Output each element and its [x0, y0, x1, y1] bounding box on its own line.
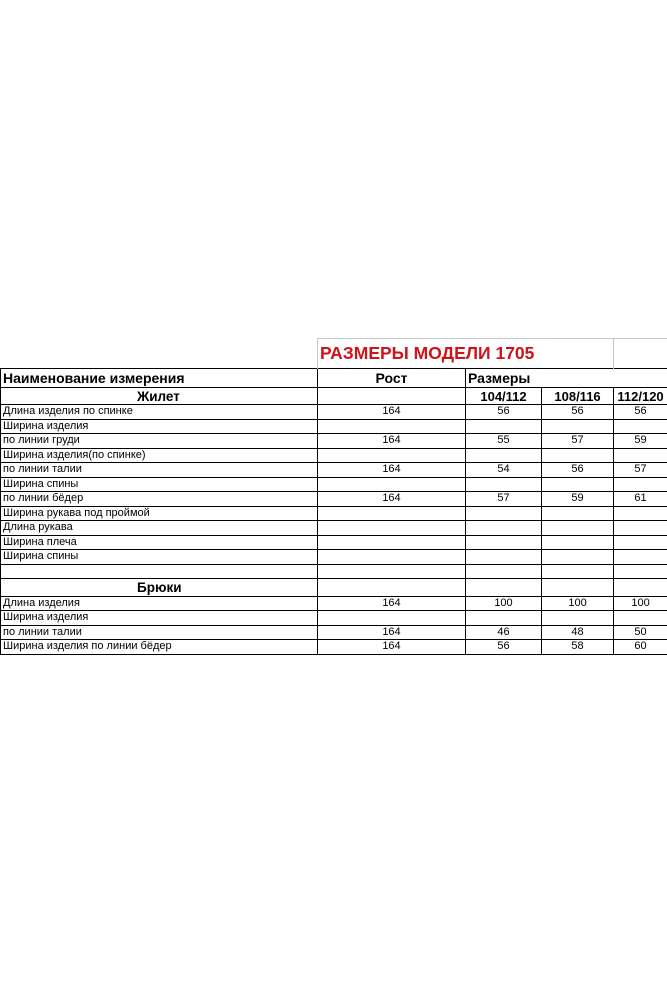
- measurement-row: [1, 434, 667, 449]
- size-chart-sheet: [0, 338, 667, 655]
- size-value-2: [542, 477, 614, 492]
- size-value-3: [614, 535, 667, 550]
- size-value-2: [542, 521, 614, 536]
- size-value-2: [542, 611, 614, 626]
- size-value-1: 56: [466, 405, 542, 420]
- size-value-2: 56: [542, 405, 614, 420]
- measurement-row: [1, 596, 667, 611]
- size-value-3: 100: [614, 596, 667, 611]
- measurement-label: Длина изделия по спинке: [1, 405, 318, 420]
- size-value-2: [542, 419, 614, 434]
- measurement-label: Ширина изделия по линии бёдер: [1, 640, 318, 655]
- rost-value: 164: [318, 492, 466, 507]
- size-value-2: [542, 550, 614, 565]
- measurement-label: по линии талии: [1, 625, 318, 640]
- header-sizes: Размеры: [466, 369, 614, 388]
- header-name: Наименование измерения: [1, 369, 318, 388]
- measurement-row: [1, 492, 667, 507]
- measurement-label: Длина изделия: [1, 596, 318, 611]
- measurement-label: Ширина изделия(по спинке): [1, 448, 318, 463]
- size-value-3: 57: [614, 463, 667, 478]
- rost-value: 164: [318, 463, 466, 478]
- measurement-label: Ширина спины: [1, 550, 318, 565]
- size-value-1: [466, 506, 542, 521]
- size-value-1: [466, 535, 542, 550]
- rost-value: 164: [318, 625, 466, 640]
- size-value-1: 100: [466, 596, 542, 611]
- measurement-label: Ширина плеча: [1, 535, 318, 550]
- size-value-3: [614, 521, 667, 536]
- measurement-label: по линии талии: [1, 463, 318, 478]
- measurement-label: Ширина изделия: [1, 419, 318, 434]
- header-rost: Рост: [318, 369, 466, 388]
- rost-value: [318, 448, 466, 463]
- size-value-2: 56: [542, 463, 614, 478]
- section-header-row: [1, 388, 667, 405]
- spacer-cell: [466, 564, 542, 578]
- size-value-2: [542, 535, 614, 550]
- rost-value: [318, 550, 466, 565]
- size-value-3: 50: [614, 625, 667, 640]
- header-row: [1, 369, 667, 388]
- spacer-cell: [318, 564, 466, 578]
- rost-value: 164: [318, 405, 466, 420]
- size-value-2: 57: [542, 434, 614, 449]
- spacer-cell: [1, 564, 318, 578]
- size-value-1: [466, 550, 542, 565]
- size-value-2: 59: [542, 492, 614, 507]
- size-value-2: [542, 506, 614, 521]
- measurement-row: [1, 611, 667, 626]
- section-rost-cell: [318, 388, 466, 405]
- measurement-row: [1, 640, 667, 655]
- size-value-1: 56: [466, 640, 542, 655]
- size-value-3: [614, 550, 667, 565]
- size-value-3: 60: [614, 640, 667, 655]
- size-value-1: [466, 448, 542, 463]
- section-header-row: [1, 578, 667, 596]
- measurement-label: Ширина рукава под проймой: [1, 506, 318, 521]
- rost-value: [318, 535, 466, 550]
- rost-value: [318, 611, 466, 626]
- rost-value: [318, 419, 466, 434]
- size-value-2: 58: [542, 640, 614, 655]
- measurement-label: Ширина изделия: [1, 611, 318, 626]
- measurement-label: по линии бёдер: [1, 492, 318, 507]
- rost-value: 164: [318, 596, 466, 611]
- size-value-1: 57: [466, 492, 542, 507]
- size-value-2: [542, 448, 614, 463]
- section-rost-cell: [318, 578, 466, 596]
- size-value-1: [466, 419, 542, 434]
- size-value-1: [466, 477, 542, 492]
- size-value-3: 59: [614, 434, 667, 449]
- rost-value: [318, 521, 466, 536]
- measurement-label: Ширина спины: [1, 477, 318, 492]
- size-value-2: 100: [542, 596, 614, 611]
- measurement-row: [1, 535, 667, 550]
- size-value-3: [614, 419, 667, 434]
- size-table: [0, 338, 667, 655]
- size-header-2: 108/116: [542, 388, 614, 405]
- size-value-3: [614, 611, 667, 626]
- section-empty-cell: [614, 578, 667, 596]
- spacer-row: [1, 564, 667, 578]
- measurement-row: [1, 419, 667, 434]
- spacer-cell: [614, 564, 667, 578]
- measurement-row: [1, 477, 667, 492]
- rost-value: 164: [318, 434, 466, 449]
- section-name: Брюки: [1, 578, 318, 596]
- size-value-3: [614, 477, 667, 492]
- size-value-3: 56: [614, 405, 667, 420]
- size-value-3: [614, 506, 667, 521]
- spacer-cell: [542, 564, 614, 578]
- section-empty-cell: [542, 578, 614, 596]
- size-value-1: [466, 521, 542, 536]
- measurement-row: [1, 463, 667, 478]
- size-header-3: 112/120: [614, 388, 667, 405]
- chart-title: РАЗМЕРЫ МОДЕЛИ 1705: [318, 339, 614, 369]
- size-header-1: 104/112: [466, 388, 542, 405]
- size-value-1: 46: [466, 625, 542, 640]
- measurement-label: по линии груди: [1, 434, 318, 449]
- size-value-2: 48: [542, 625, 614, 640]
- measurement-label: Длина рукава: [1, 521, 318, 536]
- size-value-1: [466, 611, 542, 626]
- measurement-row: [1, 521, 667, 536]
- size-value-1: 55: [466, 434, 542, 449]
- size-value-3: [614, 448, 667, 463]
- size-value-1: 54: [466, 463, 542, 478]
- section-name: Жилет: [1, 388, 318, 405]
- rost-value: [318, 477, 466, 492]
- measurement-row: [1, 448, 667, 463]
- measurement-row: [1, 550, 667, 565]
- section-empty-cell: [466, 578, 542, 596]
- rost-value: [318, 506, 466, 521]
- rost-value: 164: [318, 640, 466, 655]
- measurement-row: [1, 506, 667, 521]
- title-row: [1, 339, 667, 369]
- measurement-row: [1, 405, 667, 420]
- size-value-3: 61: [614, 492, 667, 507]
- measurement-row: [1, 625, 667, 640]
